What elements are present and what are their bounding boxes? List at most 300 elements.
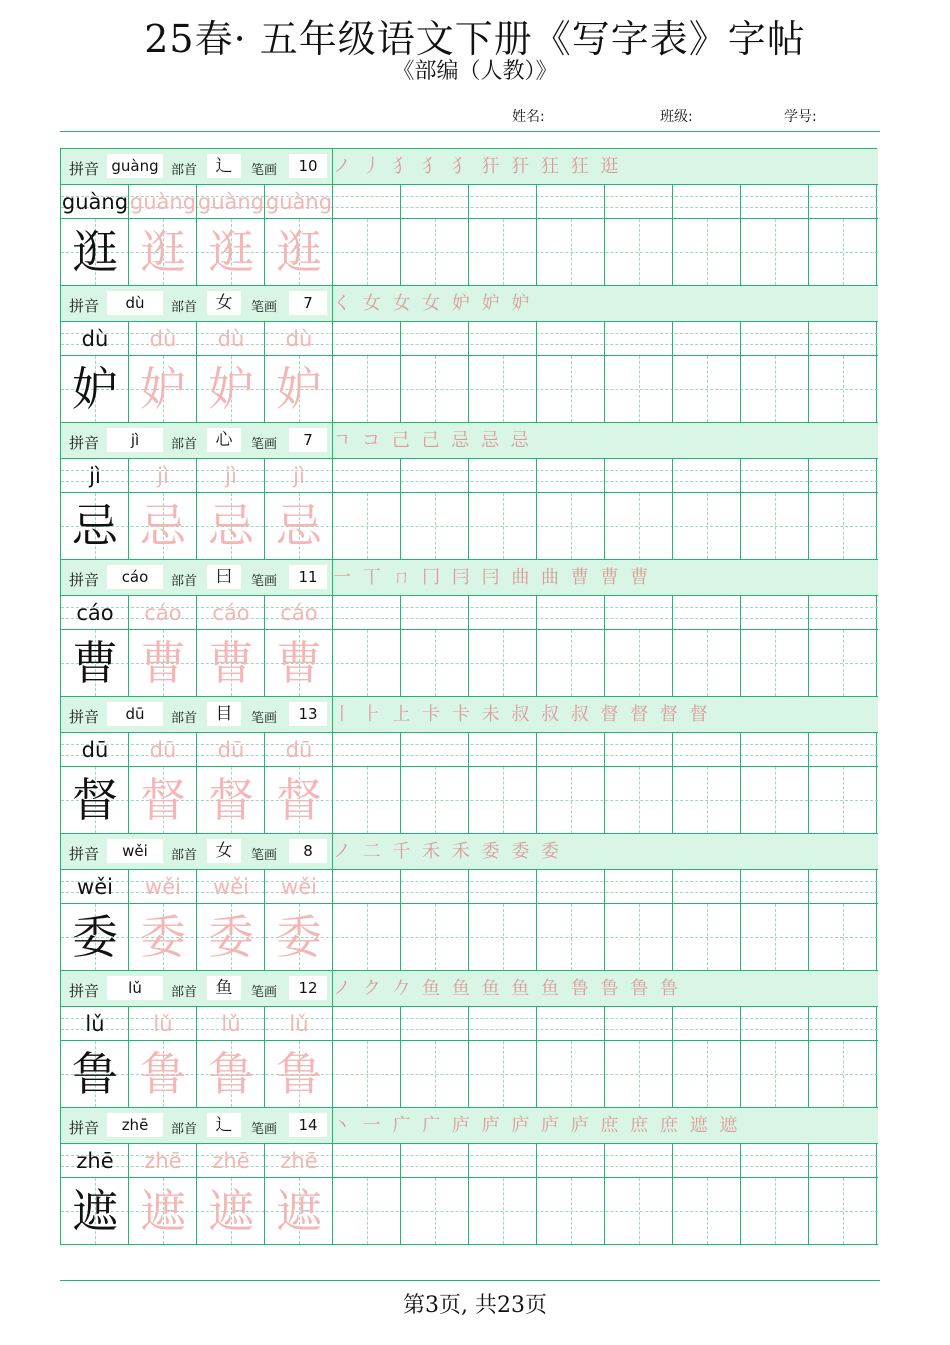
class-label: 班级: <box>660 109 693 125</box>
character-trace: 委 <box>276 910 322 964</box>
guide-line <box>367 1007 368 1041</box>
guide-line <box>299 1007 300 1041</box>
pinyin-label: 拼音 <box>69 297 100 315</box>
guide-line <box>435 767 436 833</box>
column-line <box>604 459 605 560</box>
stroke-count-value: 12 <box>289 976 327 1000</box>
character-trace: 逛 <box>208 225 254 279</box>
character-block <box>61 697 878 834</box>
stroke-count-label: 笔画 <box>251 300 278 315</box>
radical-label: 部首 <box>171 437 198 452</box>
pinyin-practice-row <box>61 596 878 630</box>
column-line <box>740 596 741 697</box>
stroke-order-sequence: ノ 丿 犭 犭 犭 犴 犴 狂 狂 逛 <box>333 156 622 177</box>
pinyin-trace: dù <box>217 327 245 351</box>
guide-line <box>639 1007 640 1041</box>
radical-label: 部首 <box>171 1122 198 1137</box>
character-practice-row <box>61 1041 878 1108</box>
guide-line <box>503 1007 504 1041</box>
pinyin-practice-row <box>61 322 878 356</box>
column-line <box>128 459 129 560</box>
column-line <box>468 459 469 560</box>
character-model: 逛 <box>72 225 118 279</box>
guide-line <box>435 1144 436 1178</box>
character-trace: 曹 <box>208 636 254 690</box>
character-practice-row <box>61 904 878 971</box>
pinyin-label: 拼音 <box>69 845 100 863</box>
column-line <box>536 596 537 697</box>
guide-line <box>843 219 844 285</box>
guide-line <box>503 596 504 630</box>
pinyin-value: cáo <box>107 565 163 589</box>
pinyin-trace: cáo <box>212 601 250 625</box>
column-line <box>468 322 469 423</box>
guide-line <box>843 1041 844 1107</box>
student-number-label: 学号: <box>784 109 817 125</box>
stroke-order-sequence: 一 丅 ㄇ 冂 冃 冃 曲 曲 曹 曹 曹 <box>333 567 652 588</box>
column-line <box>604 1144 605 1245</box>
pinyin-practice-row <box>61 870 878 904</box>
character-model: 曹 <box>72 636 118 690</box>
character-model: 鲁 <box>72 1047 118 1101</box>
column-line <box>536 1144 537 1245</box>
guide-line <box>299 1144 300 1178</box>
character-info-row <box>61 423 878 459</box>
stroke-count-label: 笔画 <box>251 985 278 1000</box>
guide-line <box>775 733 776 767</box>
pinyin-trace: wěi <box>281 875 317 899</box>
column-line <box>400 459 401 560</box>
guide-line <box>367 870 368 904</box>
character-info-row <box>61 560 878 596</box>
guide-line <box>95 1144 96 1178</box>
info-separator <box>332 423 333 459</box>
pinyin-model: zhē <box>76 1149 114 1173</box>
column-line <box>536 733 537 834</box>
character-trace: 忌 <box>140 499 186 553</box>
guide-line <box>775 1178 776 1244</box>
guide-line <box>367 767 368 833</box>
character-model: 遮 <box>72 1184 118 1238</box>
column-line <box>604 870 605 971</box>
stroke-order-sequence: く 女 女 女 妒 妒 妒 <box>333 293 533 314</box>
guide-line <box>367 356 368 422</box>
guide-line <box>707 493 708 559</box>
pinyin-trace: cáo <box>144 601 182 625</box>
column-line <box>672 1007 673 1108</box>
guide-line <box>299 459 300 493</box>
guide-line <box>707 904 708 970</box>
guide-line <box>231 733 232 767</box>
guide-line <box>639 356 640 422</box>
guide-line <box>367 1178 368 1244</box>
pinyin-practice-row <box>61 185 878 219</box>
guide-line <box>95 870 96 904</box>
pinyin-model: dū <box>81 738 109 762</box>
column-line <box>808 596 809 697</box>
pinyin-trace: guàng <box>265 190 333 214</box>
guide-line <box>571 630 572 696</box>
guide-line <box>775 322 776 356</box>
guide-line <box>367 630 368 696</box>
guide-line <box>231 459 232 493</box>
column-line <box>196 596 197 697</box>
column-line <box>740 459 741 560</box>
stroke-count-label: 笔画 <box>251 711 278 726</box>
column-line <box>332 733 333 834</box>
practice-sheet <box>60 148 877 1245</box>
column-line <box>604 733 605 834</box>
pinyin-model: cáo <box>76 601 114 625</box>
radical-label: 部首 <box>171 300 198 315</box>
column-line <box>740 870 741 971</box>
guide-line <box>231 870 232 904</box>
pinyin-trace: zhē <box>212 1149 250 1173</box>
page-number: 第3页, 共23页 <box>403 1293 547 1318</box>
character-trace: 逛 <box>140 225 186 279</box>
guide-line <box>775 185 776 219</box>
column-line <box>128 1007 129 1108</box>
radical-value: 辶 <box>207 1113 241 1137</box>
pinyin-value: lǔ <box>107 976 163 1000</box>
guide-line <box>639 630 640 696</box>
guide-line <box>775 596 776 630</box>
character-practice-row <box>61 356 878 423</box>
guide-line <box>571 1007 572 1041</box>
guide-line <box>367 733 368 767</box>
stroke-order-sequence: ノ 二 千 禾 禾 委 委 委 <box>333 841 563 862</box>
guide-line <box>367 459 368 493</box>
guide-line <box>843 459 844 493</box>
column-line <box>672 185 673 286</box>
guide-line <box>503 1144 504 1178</box>
pinyin-trace: jì <box>293 464 305 488</box>
info-separator <box>332 560 333 596</box>
column-line <box>400 596 401 697</box>
guide-line <box>95 1007 96 1041</box>
guide-line <box>639 219 640 285</box>
guide-line <box>775 219 776 285</box>
guide-line <box>843 630 844 696</box>
character-info-row <box>61 834 878 870</box>
guide-line <box>367 904 368 970</box>
character-model: 督 <box>72 773 118 827</box>
guide-line <box>435 904 436 970</box>
column-line <box>604 596 605 697</box>
column-line <box>672 459 673 560</box>
guide-line <box>367 596 368 630</box>
guide-line <box>571 1178 572 1244</box>
column-line <box>264 322 265 423</box>
guide-line <box>843 596 844 630</box>
pinyin-label: 拼音 <box>69 1119 100 1137</box>
guide-line <box>639 733 640 767</box>
character-info-row <box>61 971 878 1007</box>
guide-line <box>843 322 844 356</box>
column-line <box>468 1144 469 1245</box>
guide-line <box>843 185 844 219</box>
pinyin-trace: dū <box>285 738 313 762</box>
guide-line <box>571 767 572 833</box>
guide-line <box>435 219 436 285</box>
character-info-row <box>61 697 878 733</box>
column-line <box>196 870 197 971</box>
column-line <box>196 733 197 834</box>
character-block <box>61 286 878 423</box>
radical-label: 部首 <box>171 574 198 589</box>
guide-line <box>503 356 504 422</box>
guide-line <box>503 630 504 696</box>
column-line <box>332 1144 333 1245</box>
guide-line <box>571 322 572 356</box>
stroke-order-sequence: 丨 ⺊ 上 卡 卡 未 叔 叔 叔 督 督 督 督 <box>333 704 711 725</box>
guide-line <box>367 185 368 219</box>
column-line <box>332 596 333 697</box>
guide-line <box>163 459 164 493</box>
name-label: 姓名: <box>512 109 545 125</box>
guide-line <box>707 733 708 767</box>
pinyin-model: jì <box>89 464 101 488</box>
pinyin-value: dù <box>107 291 163 315</box>
stroke-order-sequence: ノ ク 𠂊 鱼 鱼 鱼 鱼 鱼 鲁 鲁 鲁 鲁 <box>333 978 681 999</box>
stroke-count-label: 笔画 <box>251 848 278 863</box>
guide-line <box>639 185 640 219</box>
column-line <box>264 1144 265 1245</box>
guide-line <box>639 1041 640 1107</box>
column-line <box>808 733 809 834</box>
character-trace: 督 <box>140 773 186 827</box>
column-line <box>128 733 129 834</box>
character-model: 委 <box>72 910 118 964</box>
guide-line <box>843 870 844 904</box>
guide-line <box>707 596 708 630</box>
column-line <box>672 733 673 834</box>
guide-line <box>163 733 164 767</box>
pinyin-trace: dū <box>149 738 177 762</box>
character-block <box>61 971 878 1108</box>
column-line <box>128 185 129 286</box>
character-trace: 鲁 <box>208 1047 254 1101</box>
character-block <box>61 560 878 697</box>
guide-line <box>95 185 96 219</box>
column-line <box>400 870 401 971</box>
guide-line <box>571 870 572 904</box>
guide-line <box>639 459 640 493</box>
guide-line <box>299 185 300 219</box>
character-trace: 委 <box>140 910 186 964</box>
column-line <box>808 185 809 286</box>
pinyin-trace: guàng <box>129 190 197 214</box>
pinyin-model: wěi <box>77 875 113 899</box>
radical-label: 部首 <box>171 163 198 178</box>
radical-value: 鱼 <box>207 976 241 1000</box>
stroke-count-value: 13 <box>289 702 327 726</box>
column-line <box>536 870 537 971</box>
stroke-count-value: 7 <box>289 428 327 452</box>
guide-line <box>571 1144 572 1178</box>
guide-line <box>503 459 504 493</box>
guide-line <box>639 870 640 904</box>
character-block <box>61 834 878 971</box>
info-separator <box>332 1108 333 1144</box>
guide-line <box>571 904 572 970</box>
guide-line <box>231 1144 232 1178</box>
pinyin-trace: lǔ <box>153 1012 173 1036</box>
guide-line <box>299 870 300 904</box>
character-trace: 遮 <box>208 1184 254 1238</box>
footer-divider <box>60 1280 880 1281</box>
guide-line <box>571 733 572 767</box>
guide-line <box>503 904 504 970</box>
column-line <box>740 1144 741 1245</box>
character-practice-row <box>61 493 878 560</box>
guide-line <box>435 356 436 422</box>
guide-line <box>707 1041 708 1107</box>
stroke-count-label: 笔画 <box>251 1122 278 1137</box>
guide-line <box>435 322 436 356</box>
guide-line <box>163 1007 164 1041</box>
guide-line <box>231 1007 232 1041</box>
guide-line <box>503 767 504 833</box>
guide-line <box>435 630 436 696</box>
guide-line <box>775 904 776 970</box>
pinyin-trace: dū <box>217 738 245 762</box>
guide-line <box>435 493 436 559</box>
guide-line <box>571 185 572 219</box>
guide-line <box>707 870 708 904</box>
column-line <box>332 1007 333 1108</box>
stroke-count-value: 8 <box>289 839 327 863</box>
radical-label: 部首 <box>171 985 198 1000</box>
column-line <box>400 1144 401 1245</box>
column-line <box>264 870 265 971</box>
column-line <box>536 459 537 560</box>
column-line <box>604 322 605 423</box>
guide-line <box>367 219 368 285</box>
guide-line <box>435 870 436 904</box>
guide-line <box>435 733 436 767</box>
stroke-order-sequence: ㄱ コ 己 己 忌 忌 忌 <box>333 430 532 451</box>
radical-value: 目 <box>207 702 241 726</box>
column-line <box>332 322 333 423</box>
column-line <box>400 322 401 423</box>
guide-line <box>95 459 96 493</box>
pinyin-label: 拼音 <box>69 434 100 452</box>
pinyin-trace: dù <box>149 327 177 351</box>
guide-line <box>843 1144 844 1178</box>
pinyin-trace: wěi <box>145 875 181 899</box>
guide-line <box>775 493 776 559</box>
pinyin-practice-row <box>61 1144 878 1178</box>
pinyin-trace: zhē <box>280 1149 318 1173</box>
guide-line <box>775 1041 776 1107</box>
column-line <box>196 1144 197 1245</box>
guide-line <box>843 493 844 559</box>
column-line <box>808 870 809 971</box>
pinyin-practice-row <box>61 459 878 493</box>
guide-line <box>639 1144 640 1178</box>
guide-line <box>707 767 708 833</box>
guide-line <box>775 459 776 493</box>
column-line <box>264 1007 265 1108</box>
stroke-count-value: 7 <box>289 291 327 315</box>
guide-line <box>571 493 572 559</box>
guide-line <box>707 1178 708 1244</box>
stroke-order-sequence: 丶 一 广 广 庐 庐 庐 庐 庐 庶 庶 庶 遮 遮 <box>333 1115 741 1136</box>
column-line <box>672 322 673 423</box>
column-line <box>808 1144 809 1245</box>
guide-line <box>299 596 300 630</box>
pinyin-trace: lǔ <box>221 1012 241 1036</box>
character-practice-row <box>61 219 878 286</box>
guide-line <box>775 630 776 696</box>
guide-line <box>707 630 708 696</box>
guide-line <box>843 356 844 422</box>
guide-line <box>775 1007 776 1041</box>
character-trace: 遮 <box>276 1184 322 1238</box>
radical-label: 部首 <box>171 848 198 863</box>
guide-line <box>503 322 504 356</box>
pinyin-value: jì <box>107 428 163 452</box>
pinyin-value: wěi <box>107 839 163 863</box>
guide-line <box>163 870 164 904</box>
radical-value: 女 <box>207 291 241 315</box>
pinyin-trace: dù <box>285 327 313 351</box>
column-line <box>536 185 537 286</box>
guide-line <box>775 870 776 904</box>
column-line <box>264 596 265 697</box>
column-line <box>808 459 809 560</box>
guide-line <box>843 904 844 970</box>
character-trace: 曹 <box>276 636 322 690</box>
pinyin-trace: guàng <box>197 190 265 214</box>
guide-line <box>639 767 640 833</box>
guide-line <box>707 1007 708 1041</box>
character-trace: 忌 <box>208 499 254 553</box>
character-info-row <box>61 149 878 185</box>
column-line <box>536 322 537 423</box>
pinyin-value: zhē <box>107 1113 163 1137</box>
character-practice-row <box>61 1178 878 1245</box>
guide-line <box>639 904 640 970</box>
header-divider <box>60 131 880 132</box>
column-line <box>264 459 265 560</box>
character-trace: 妒 <box>276 362 322 416</box>
character-trace: 妒 <box>140 362 186 416</box>
page-title: 25春· 五年级语文下册《写字表》字帖 <box>144 17 806 61</box>
pinyin-trace: cáo <box>280 601 318 625</box>
guide-line <box>571 219 572 285</box>
guide-line <box>95 322 96 356</box>
guide-line <box>367 1144 368 1178</box>
radical-label: 部首 <box>171 711 198 726</box>
guide-line <box>503 219 504 285</box>
guide-line <box>163 1144 164 1178</box>
character-practice-row <box>61 630 878 697</box>
guide-line <box>639 493 640 559</box>
pinyin-label: 拼音 <box>69 708 100 726</box>
guide-line <box>707 356 708 422</box>
character-block <box>61 423 878 560</box>
guide-line <box>503 1041 504 1107</box>
column-line <box>468 733 469 834</box>
guide-line <box>775 1144 776 1178</box>
column-line <box>468 870 469 971</box>
guide-line <box>707 322 708 356</box>
radical-value: 辶 <box>207 154 241 178</box>
guide-line <box>95 596 96 630</box>
info-separator <box>332 286 333 322</box>
